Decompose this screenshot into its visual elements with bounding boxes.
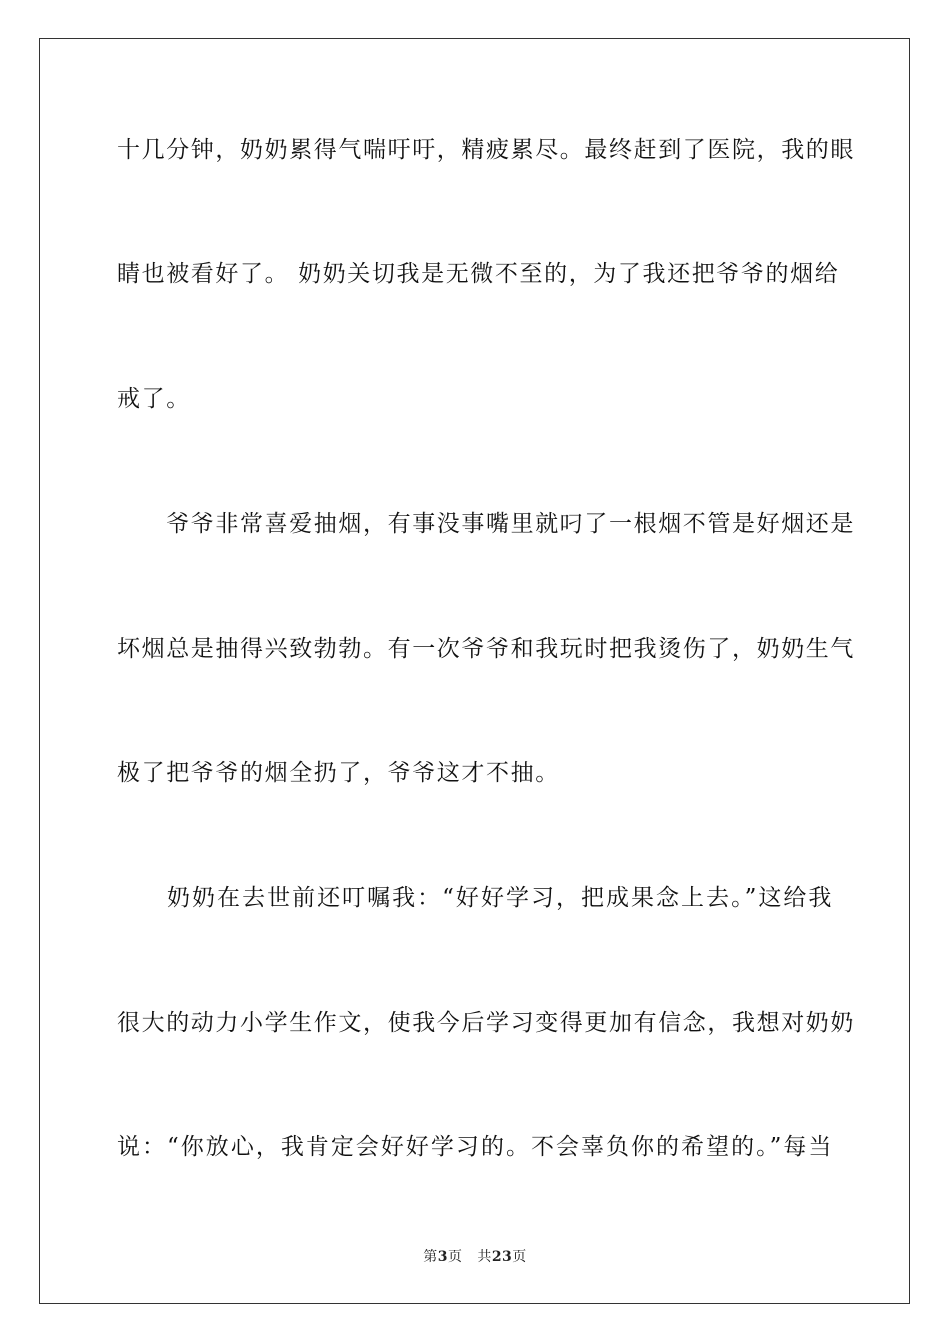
page-prefix: 第 xyxy=(423,1249,438,1265)
page-number: 3 xyxy=(437,1249,448,1265)
page-unit: 页 xyxy=(447,1249,463,1265)
text-line-5: 坏烟总是抽得兴致勃勃。有一次爷爷和我玩时把我烫伤了，奶奶生气 xyxy=(117,636,855,662)
text-line-4: 爷爷非常喜爱抽烟，有事没事嘴里就叼了一根烟不管是好烟还是 xyxy=(117,511,855,537)
page-frame xyxy=(39,38,910,1304)
text-line-7: 奶奶在去世前还叮嘱我：“好好学习，把成果念上去。”这给我 xyxy=(117,885,833,911)
text-line-9: 说：“你放心，我肯定会好好学习的。不会辜负你的希望的。”每当 xyxy=(117,1134,833,1160)
page-footer xyxy=(0,1248,950,1266)
text-line-3: 戒了。 xyxy=(117,386,191,412)
text-line-6: 极了把爷爷的烟全扔了，爷爷这才不抽。 xyxy=(117,760,560,786)
total-unit: 页 xyxy=(512,1249,527,1265)
text-line-1: 十几分钟，奶奶累得气喘吁吁，精疲累尽。最终赶到了医院，我的眼 xyxy=(117,137,855,163)
total-pages: 23 xyxy=(491,1249,513,1265)
total-prefix: 共 xyxy=(477,1249,492,1265)
text-line-8: 很大的动力小学生作文，使我今后学习变得更加有信念，我想对奶奶 xyxy=(117,1010,855,1036)
text-line-2: 睛也被看好了。 奶奶关切我是无微不至的，为了我还把爷爷的烟给 xyxy=(117,261,840,287)
